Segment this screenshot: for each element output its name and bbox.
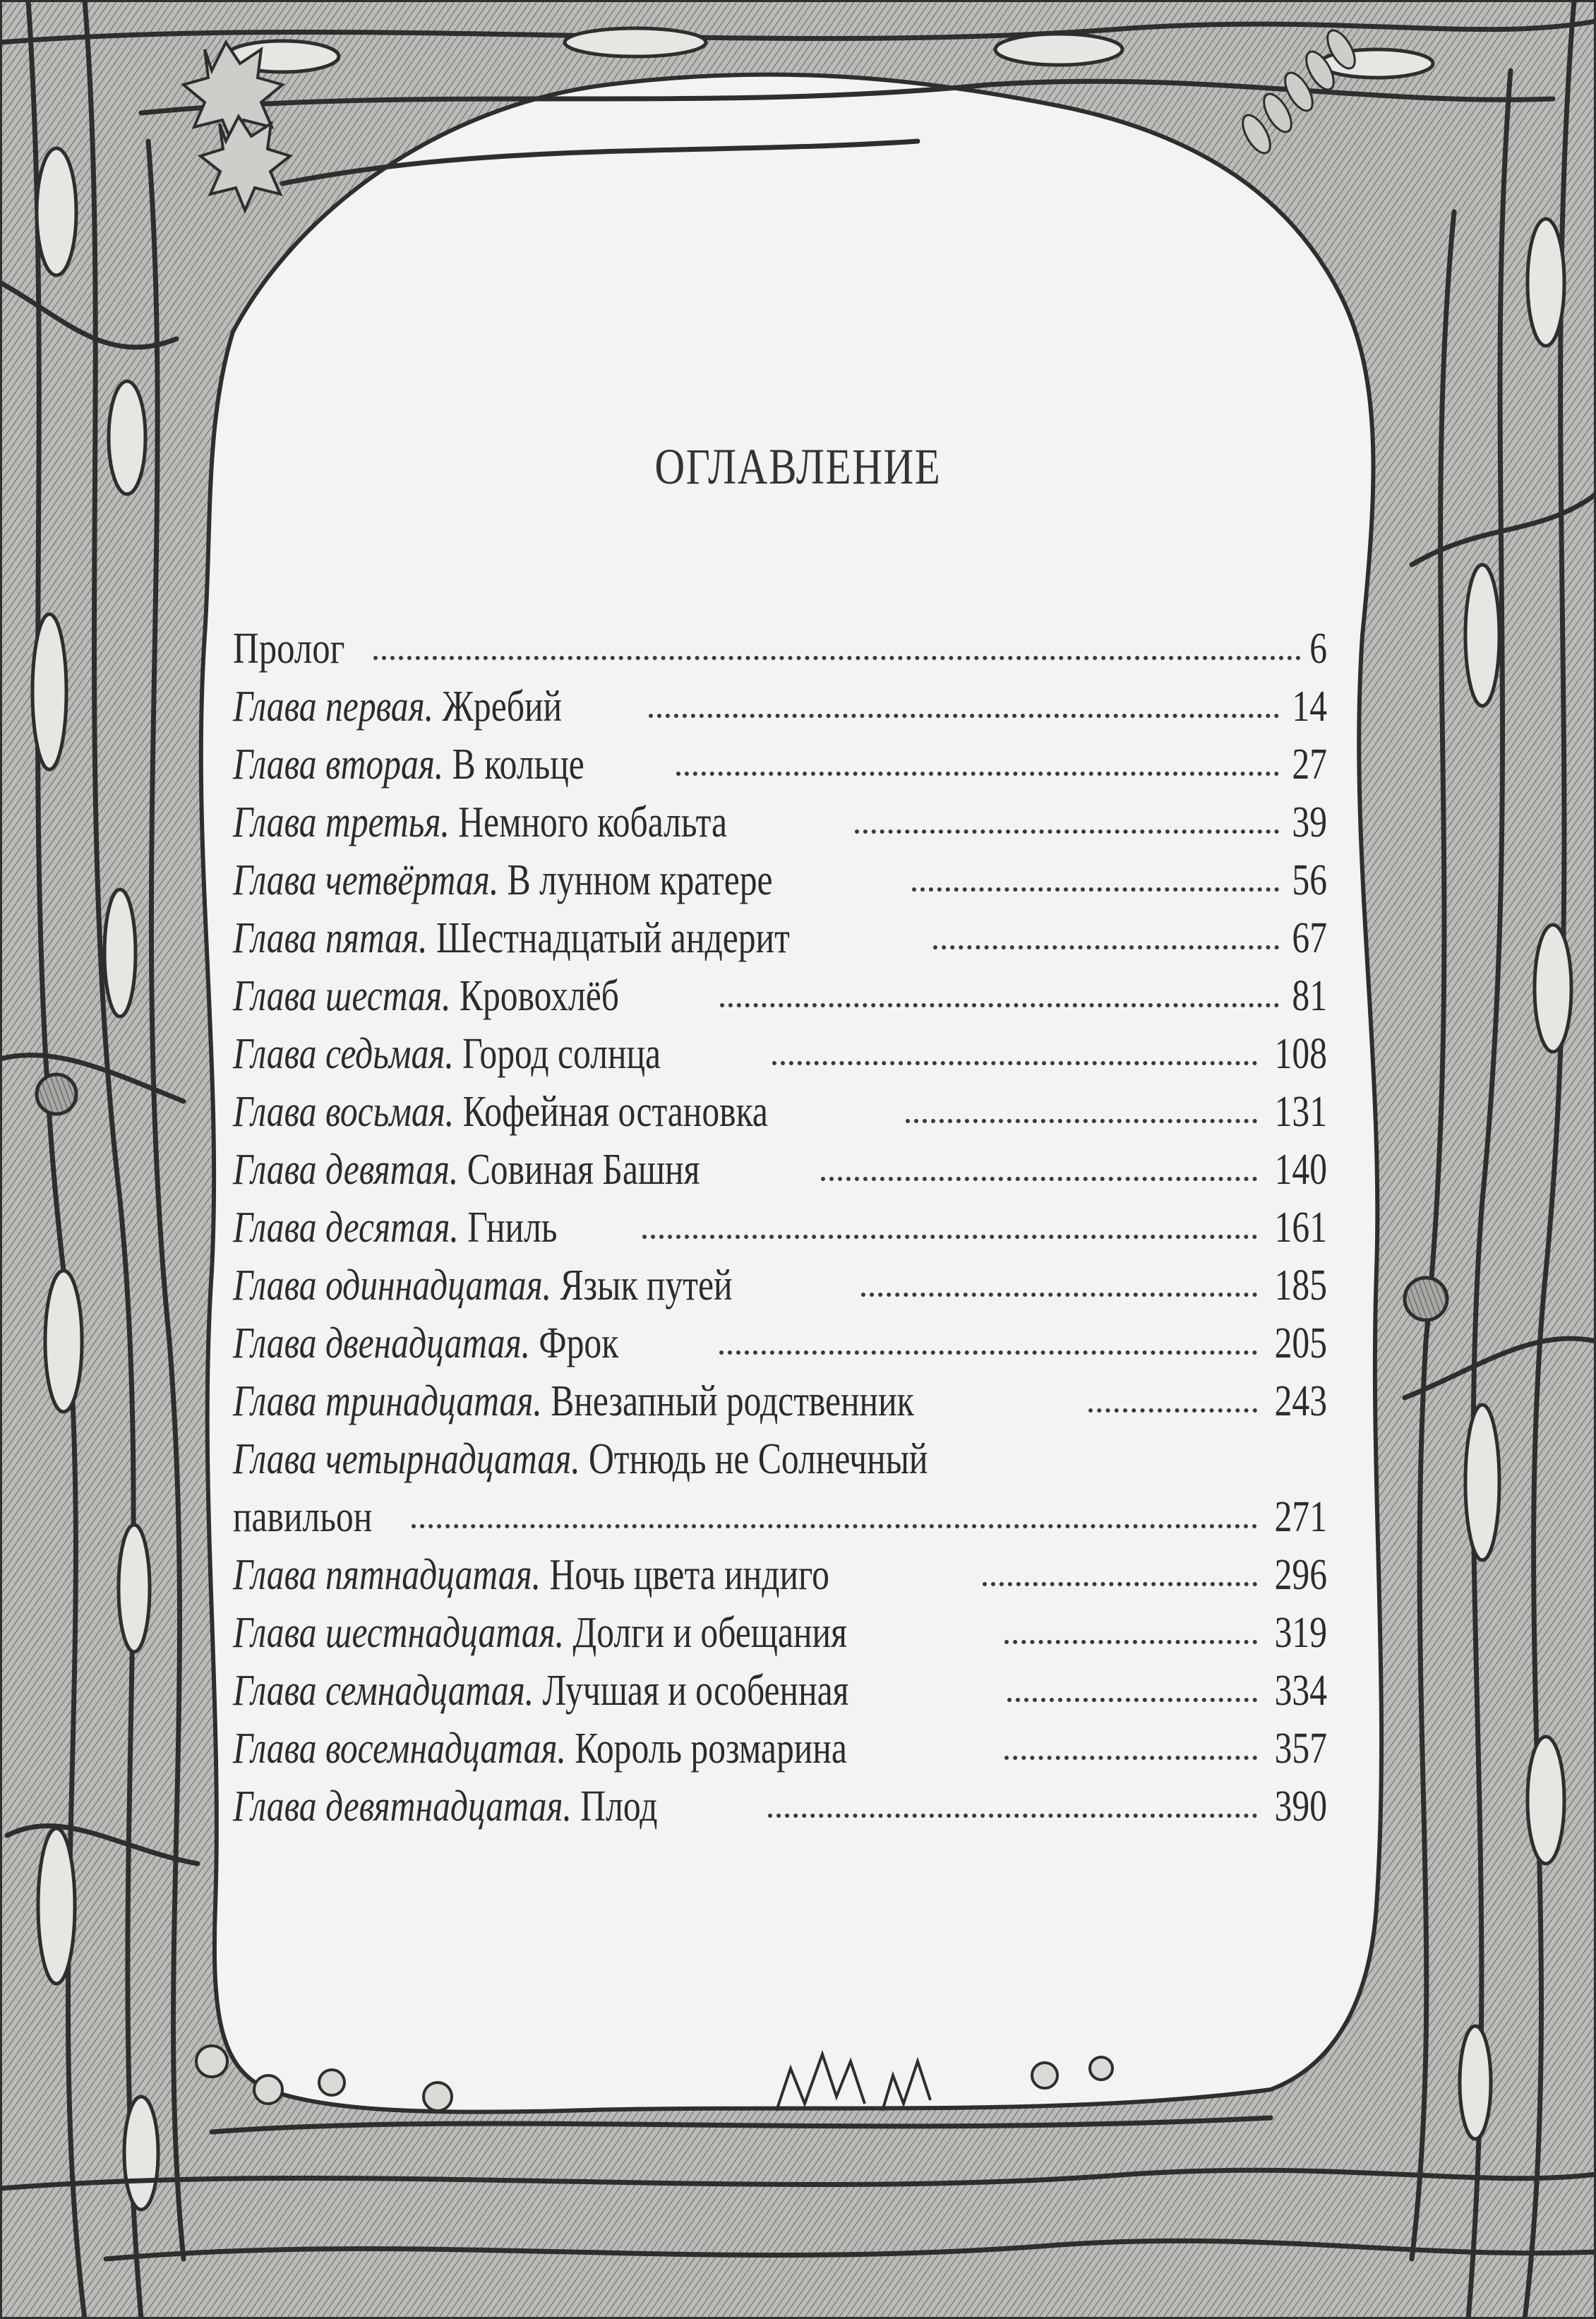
toc-entry[interactable] bbox=[233, 851, 1327, 909]
chapter-number: Глава пятнадцатая. bbox=[233, 1551, 541, 1599]
page-number: 161 bbox=[1274, 1204, 1327, 1252]
entry-title: Гниль bbox=[467, 1204, 558, 1252]
chapter-number: Глава третья. bbox=[233, 798, 450, 846]
dot-leader bbox=[861, 1286, 1257, 1297]
page-number: 140 bbox=[1274, 1146, 1327, 1194]
dot-leader bbox=[412, 1517, 1257, 1528]
entry-title: Фрок bbox=[539, 1319, 619, 1367]
entry-title-continued: павильон bbox=[233, 1493, 373, 1541]
entry-title: Язык путей bbox=[560, 1262, 733, 1310]
page-number: 243 bbox=[1274, 1377, 1327, 1425]
chapter-number: Глава тринадцатая. bbox=[233, 1377, 542, 1425]
chapter-number: Глава девятая. bbox=[233, 1146, 459, 1194]
toc-entry[interactable] bbox=[233, 1662, 1327, 1720]
toc-entry[interactable] bbox=[233, 1314, 1327, 1372]
chapter-number: Глава первая. bbox=[233, 683, 434, 731]
page-number: 108 bbox=[1274, 1030, 1327, 1078]
chapter-number: Глава семнадцатая. bbox=[233, 1667, 534, 1715]
toc-entry[interactable] bbox=[233, 967, 1327, 1025]
entry-title: Ночь цвета индиго bbox=[549, 1551, 829, 1599]
toc-entry[interactable] bbox=[233, 1141, 1327, 1199]
dot-leader bbox=[983, 1575, 1257, 1586]
page-number: 390 bbox=[1274, 1782, 1327, 1830]
dot-leader bbox=[676, 765, 1279, 776]
chapter-number: Глава вторая. bbox=[233, 741, 444, 789]
dot-leader bbox=[933, 938, 1279, 949]
entry-title: Плод bbox=[580, 1782, 658, 1830]
page-number: 296 bbox=[1274, 1551, 1327, 1599]
entry-title: Долги и обещания bbox=[572, 1609, 847, 1657]
page-number: 27 bbox=[1292, 741, 1327, 789]
entry-title: В лунном кратере bbox=[507, 856, 773, 904]
entry-title: Лучшая и особенная bbox=[542, 1667, 849, 1715]
entry-title: Совиная Башня bbox=[467, 1146, 700, 1194]
entry-title: Кровохлёб bbox=[459, 972, 620, 1020]
entry-title: Город солнца bbox=[462, 1030, 661, 1078]
dot-leader bbox=[1004, 1633, 1257, 1644]
dot-leader bbox=[906, 1112, 1257, 1123]
page-number: 357 bbox=[1274, 1725, 1327, 1773]
toc-entry-prologue[interactable] bbox=[233, 620, 1327, 678]
page-number: 205 bbox=[1274, 1319, 1327, 1367]
entry-title: Пролог bbox=[233, 625, 345, 673]
dot-leader bbox=[821, 1170, 1257, 1181]
page-number: 6 bbox=[1309, 625, 1327, 673]
toc-entry[interactable] bbox=[233, 1257, 1327, 1314]
page-number: 39 bbox=[1292, 798, 1327, 846]
page-number: 319 bbox=[1274, 1609, 1327, 1657]
dot-leader bbox=[912, 880, 1279, 892]
toc-entry[interactable] bbox=[233, 1604, 1327, 1662]
entry-title: Кофейная остановка bbox=[462, 1088, 768, 1136]
toc-entry[interactable] bbox=[233, 1778, 1327, 1835]
dot-leader bbox=[649, 707, 1279, 718]
chapter-number: Глава четырнадцатая. bbox=[233, 1435, 580, 1483]
page-number: 271 bbox=[1274, 1493, 1327, 1541]
page-number: 131 bbox=[1274, 1088, 1327, 1136]
entry-title: Немного кобальта bbox=[458, 798, 727, 846]
toc-entry[interactable] bbox=[233, 678, 1327, 736]
dot-leader bbox=[719, 1343, 1257, 1355]
page-number: 81 bbox=[1292, 972, 1327, 1020]
toc-entry[interactable] bbox=[233, 736, 1327, 793]
chapter-number: Глава шестнадцатая. bbox=[233, 1609, 565, 1657]
dot-leader bbox=[720, 996, 1279, 1007]
dot-leader bbox=[1004, 1749, 1257, 1760]
toc-entry[interactable] bbox=[233, 1199, 1327, 1257]
chapter-number: Глава девятнадцатая. bbox=[233, 1782, 572, 1830]
chapter-number: Глава четвёртая. bbox=[233, 856, 499, 904]
table-of-contents bbox=[233, 620, 1327, 1835]
entry-title: Отнюдь не Солнечный bbox=[589, 1435, 928, 1483]
page-title: ОГЛАВЛЕНИЕ bbox=[654, 438, 942, 495]
dot-leader bbox=[772, 1054, 1257, 1065]
toc-entry[interactable] bbox=[233, 1025, 1327, 1083]
chapter-number: Глава десятая. bbox=[233, 1204, 459, 1252]
toc-entry[interactable] bbox=[233, 1083, 1327, 1141]
page-number: 14 bbox=[1292, 683, 1327, 731]
chapter-number: Глава шестая. bbox=[233, 972, 451, 1020]
chapter-number: Глава восемнадцатая. bbox=[233, 1725, 566, 1773]
page-number: 67 bbox=[1292, 914, 1327, 962]
entry-title: В кольце bbox=[452, 741, 584, 789]
toc-entry[interactable] bbox=[233, 1720, 1327, 1778]
chapter-number: Глава пятая. bbox=[233, 914, 428, 962]
chapter-number: Глава одиннадцатая. bbox=[233, 1262, 552, 1310]
chapter-number: Глава седьмая. bbox=[233, 1030, 454, 1078]
page-number: 56 bbox=[1292, 856, 1327, 904]
page-number: 334 bbox=[1274, 1667, 1327, 1715]
dot-leader bbox=[855, 822, 1279, 834]
dot-leader bbox=[1007, 1691, 1257, 1702]
entry-title: Шестнадцатый андерит bbox=[436, 914, 790, 962]
page-number: 185 bbox=[1274, 1262, 1327, 1310]
entry-title: Король розмарина bbox=[575, 1725, 847, 1773]
toc-entry[interactable] bbox=[233, 1430, 1327, 1546]
dot-leader bbox=[373, 649, 1301, 660]
toc-entry[interactable] bbox=[233, 1546, 1327, 1604]
dot-leader bbox=[768, 1806, 1257, 1818]
dot-leader bbox=[642, 1228, 1257, 1239]
entry-title: Жребий bbox=[442, 683, 563, 731]
chapter-number: Глава восьмая. bbox=[233, 1088, 455, 1136]
toc-entry[interactable] bbox=[233, 1372, 1327, 1430]
dot-leader bbox=[1088, 1401, 1257, 1413]
toc-entry[interactable] bbox=[233, 793, 1327, 851]
toc-entry[interactable] bbox=[233, 909, 1327, 967]
entry-title: Внезапный родственник bbox=[551, 1377, 914, 1425]
chapter-number: Глава двенадцатая. bbox=[233, 1319, 531, 1367]
